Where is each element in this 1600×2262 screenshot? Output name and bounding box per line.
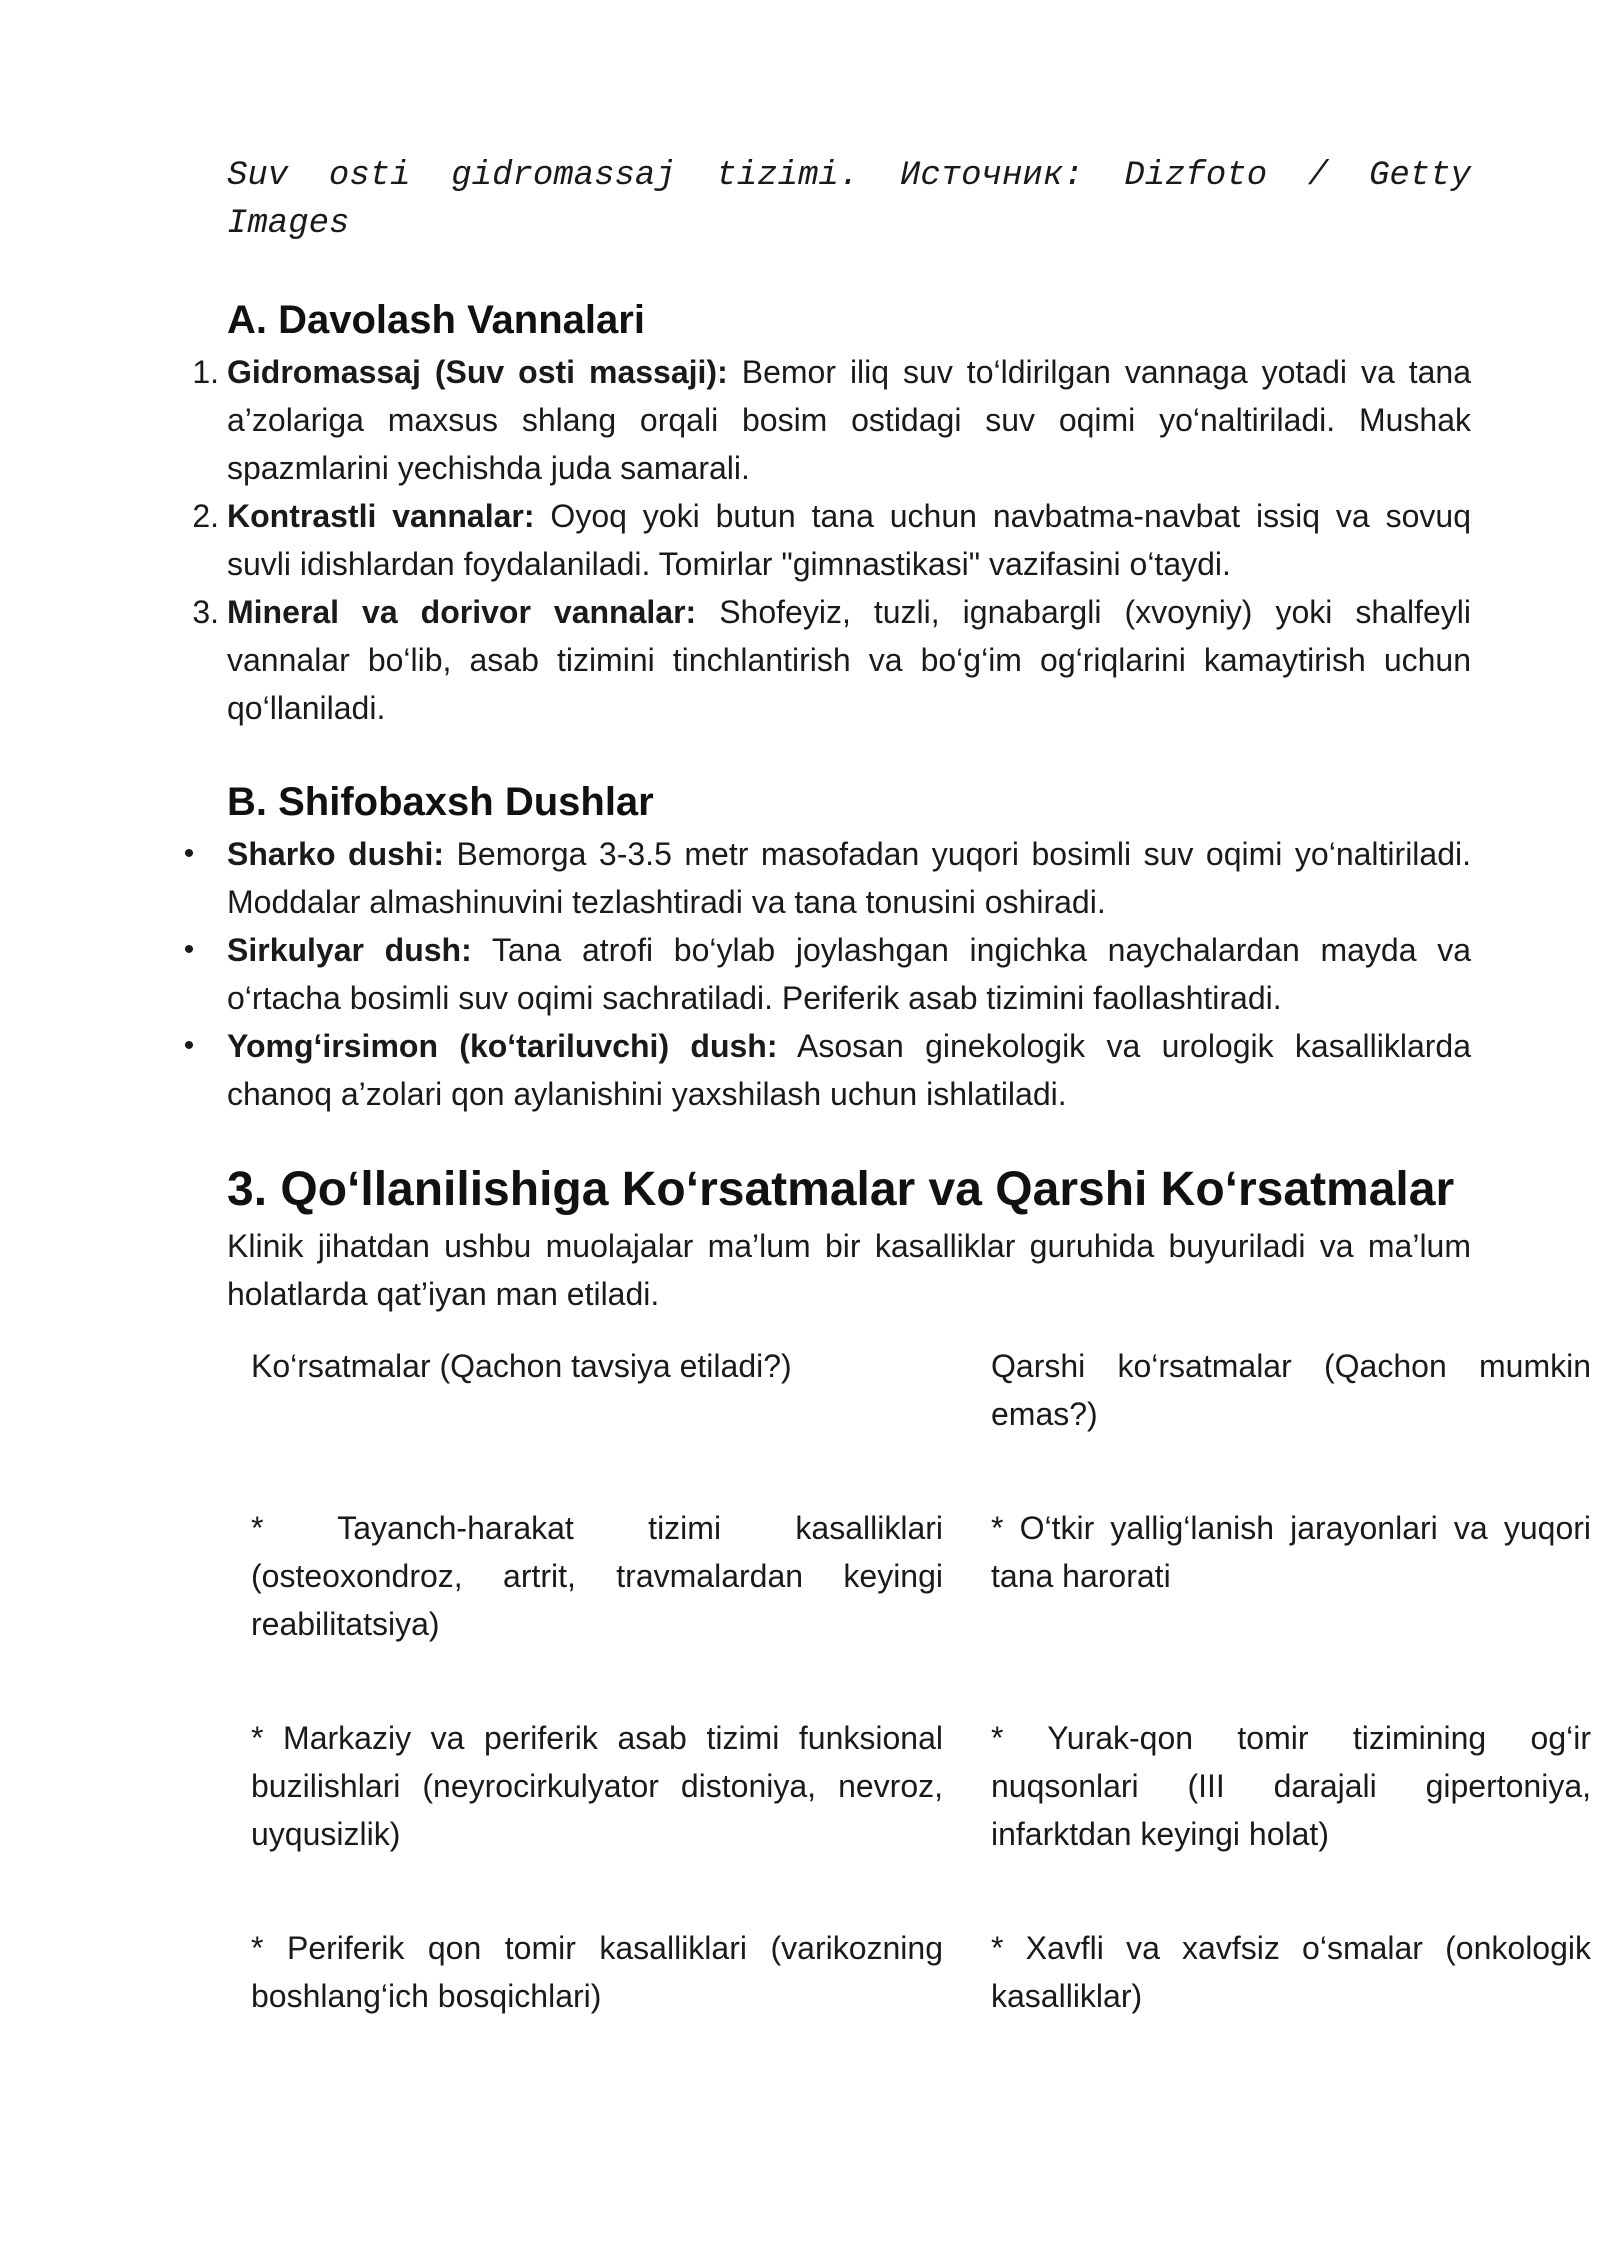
list-number: 2. — [192, 498, 219, 534]
table-header-contraindications: Qarshi ko‘rsatmalar (Qachon mumkin emas?) — [991, 1348, 1591, 1432]
list-item — [183, 830, 1472, 926]
list-item — [192, 492, 1472, 588]
table-header-indications: Ko‘rsatmalar (Qachon tavsiya etiladi?) — [251, 1348, 792, 1384]
table-cell-indication: * Markaziy va periferik asab tizimi funksional buzilishlari (neyrocirkulyator distoniya, nevroz, uyqusizlik) — [251, 1720, 943, 1852]
list-number: 1. — [192, 354, 219, 390]
table-cell-contraindication: * Yurak-qon tomir tizimining og‘ir nuqsonlari (III darajali gipertoniya, infarktdan keyingi holat) — [991, 1720, 1591, 1852]
list-item-title: Mineral va dorivor vannalar: — [227, 594, 697, 630]
table-cell-contraindication: * O‘tkir yallig‘lanish jarayonlari va yuqori tana harorati — [991, 1510, 1591, 1594]
section-3-heading: 3. Qo‘llanilishiga Ko‘rsatmalar va Qarshi Ko‘rsatmalar — [227, 1163, 1455, 1216]
list-item-text: Oyoq yoki butun tana uchun navbatma-navbat issiq va sovuq suvli idishlardan foydalaniladi. Tomirlar "gimnastikasi" vazifasini o‘taydi. — [227, 498, 1472, 582]
list-item — [192, 588, 1471, 732]
image-caption: Suv osti gidromassaj tizimi. Источник: Dizfoto / Getty Images — [227, 157, 1471, 243]
list-item-title: Gidromassaj (Suv osti massaji): — [227, 354, 728, 390]
list-item-text: Bemor iliq suv to‘ldirilgan vannaga yotadi va tana a’zolariga maxsus shlang orqali bosim ostidagi suv oqimi yo‘naltiriladi. Mushak spazmlarini yechishda juda samarali. — [227, 354, 1472, 486]
table-cell-contraindication: * Xavfli va xavfsiz o‘smalar (onkologik kasalliklar) — [991, 1930, 1591, 2014]
list-item-title: Yomg‘irsimon (ko‘tariluvchi) dush: — [227, 1028, 778, 1064]
shower-treatments-list — [183, 830, 1472, 1118]
bath-treatments-list — [192, 348, 1472, 732]
list-item-title: Sharko dushi: — [227, 836, 445, 872]
list-item — [192, 348, 1472, 492]
list-item — [183, 926, 1471, 1022]
section-3-intro: Klinik jihatdan ushbu muolajalar ma’lum bir kasalliklar guruhida buyuriladi va ma’lum holatlarda qat’iyan man etiladi. — [227, 1228, 1471, 1312]
list-item-title: Sirkulyar dush: — [227, 932, 472, 968]
list-item — [183, 1022, 1472, 1118]
list-item-text: Shofeyiz, tuzli, ignabargli (xvoyniy) yoki shalfeyli vannalar bo‘lib, asab tizimini tinchlantirish va bo‘g‘im og‘riqlarini kamaytirish uchun qo‘llaniladi. — [227, 594, 1471, 726]
section-b-heading: B. Shifobaxsh Dushlar — [227, 780, 654, 824]
list-item-text: Bemorga 3-3.5 metr masofadan yuqori bosimli suv oqimi yo‘naltiriladi. Moddalar almashinuvini tezlashtiradi va tana tonusini oshiradi. — [227, 836, 1472, 920]
table-cell-indication: * Tayanch-harakat tizimi kasalliklari (osteoxondroz, artrit, travmalardan keyingi reabilitatsiya) — [251, 1510, 943, 1642]
bullet-icon: • — [183, 1029, 195, 1062]
list-item-title: Kontrastli vannalar: — [227, 498, 535, 534]
bullet-icon: • — [183, 933, 195, 966]
table-cell-indication: * Periferik qon tomir kasalliklari (varikozning boshlang‘ich bosqichlari) — [251, 1930, 943, 2014]
list-item-text: Tana atrofi bo‘ylab joylashgan ingichka naychalardan mayda va o‘rtacha bosimli suv oqimi sachratiladi. Periferik asab tizimini faollashtiradi. — [227, 932, 1471, 1016]
list-item-text: Asosan ginekologik va urologik kasalliklarda chanoq a’zolari qon aylanishini yaxshilash uchun ishlatiladi. — [227, 1028, 1472, 1112]
bullet-icon: • — [183, 837, 195, 870]
section-a-heading: A. Davolash Vannalari — [227, 298, 645, 342]
list-number: 3. — [192, 594, 219, 630]
